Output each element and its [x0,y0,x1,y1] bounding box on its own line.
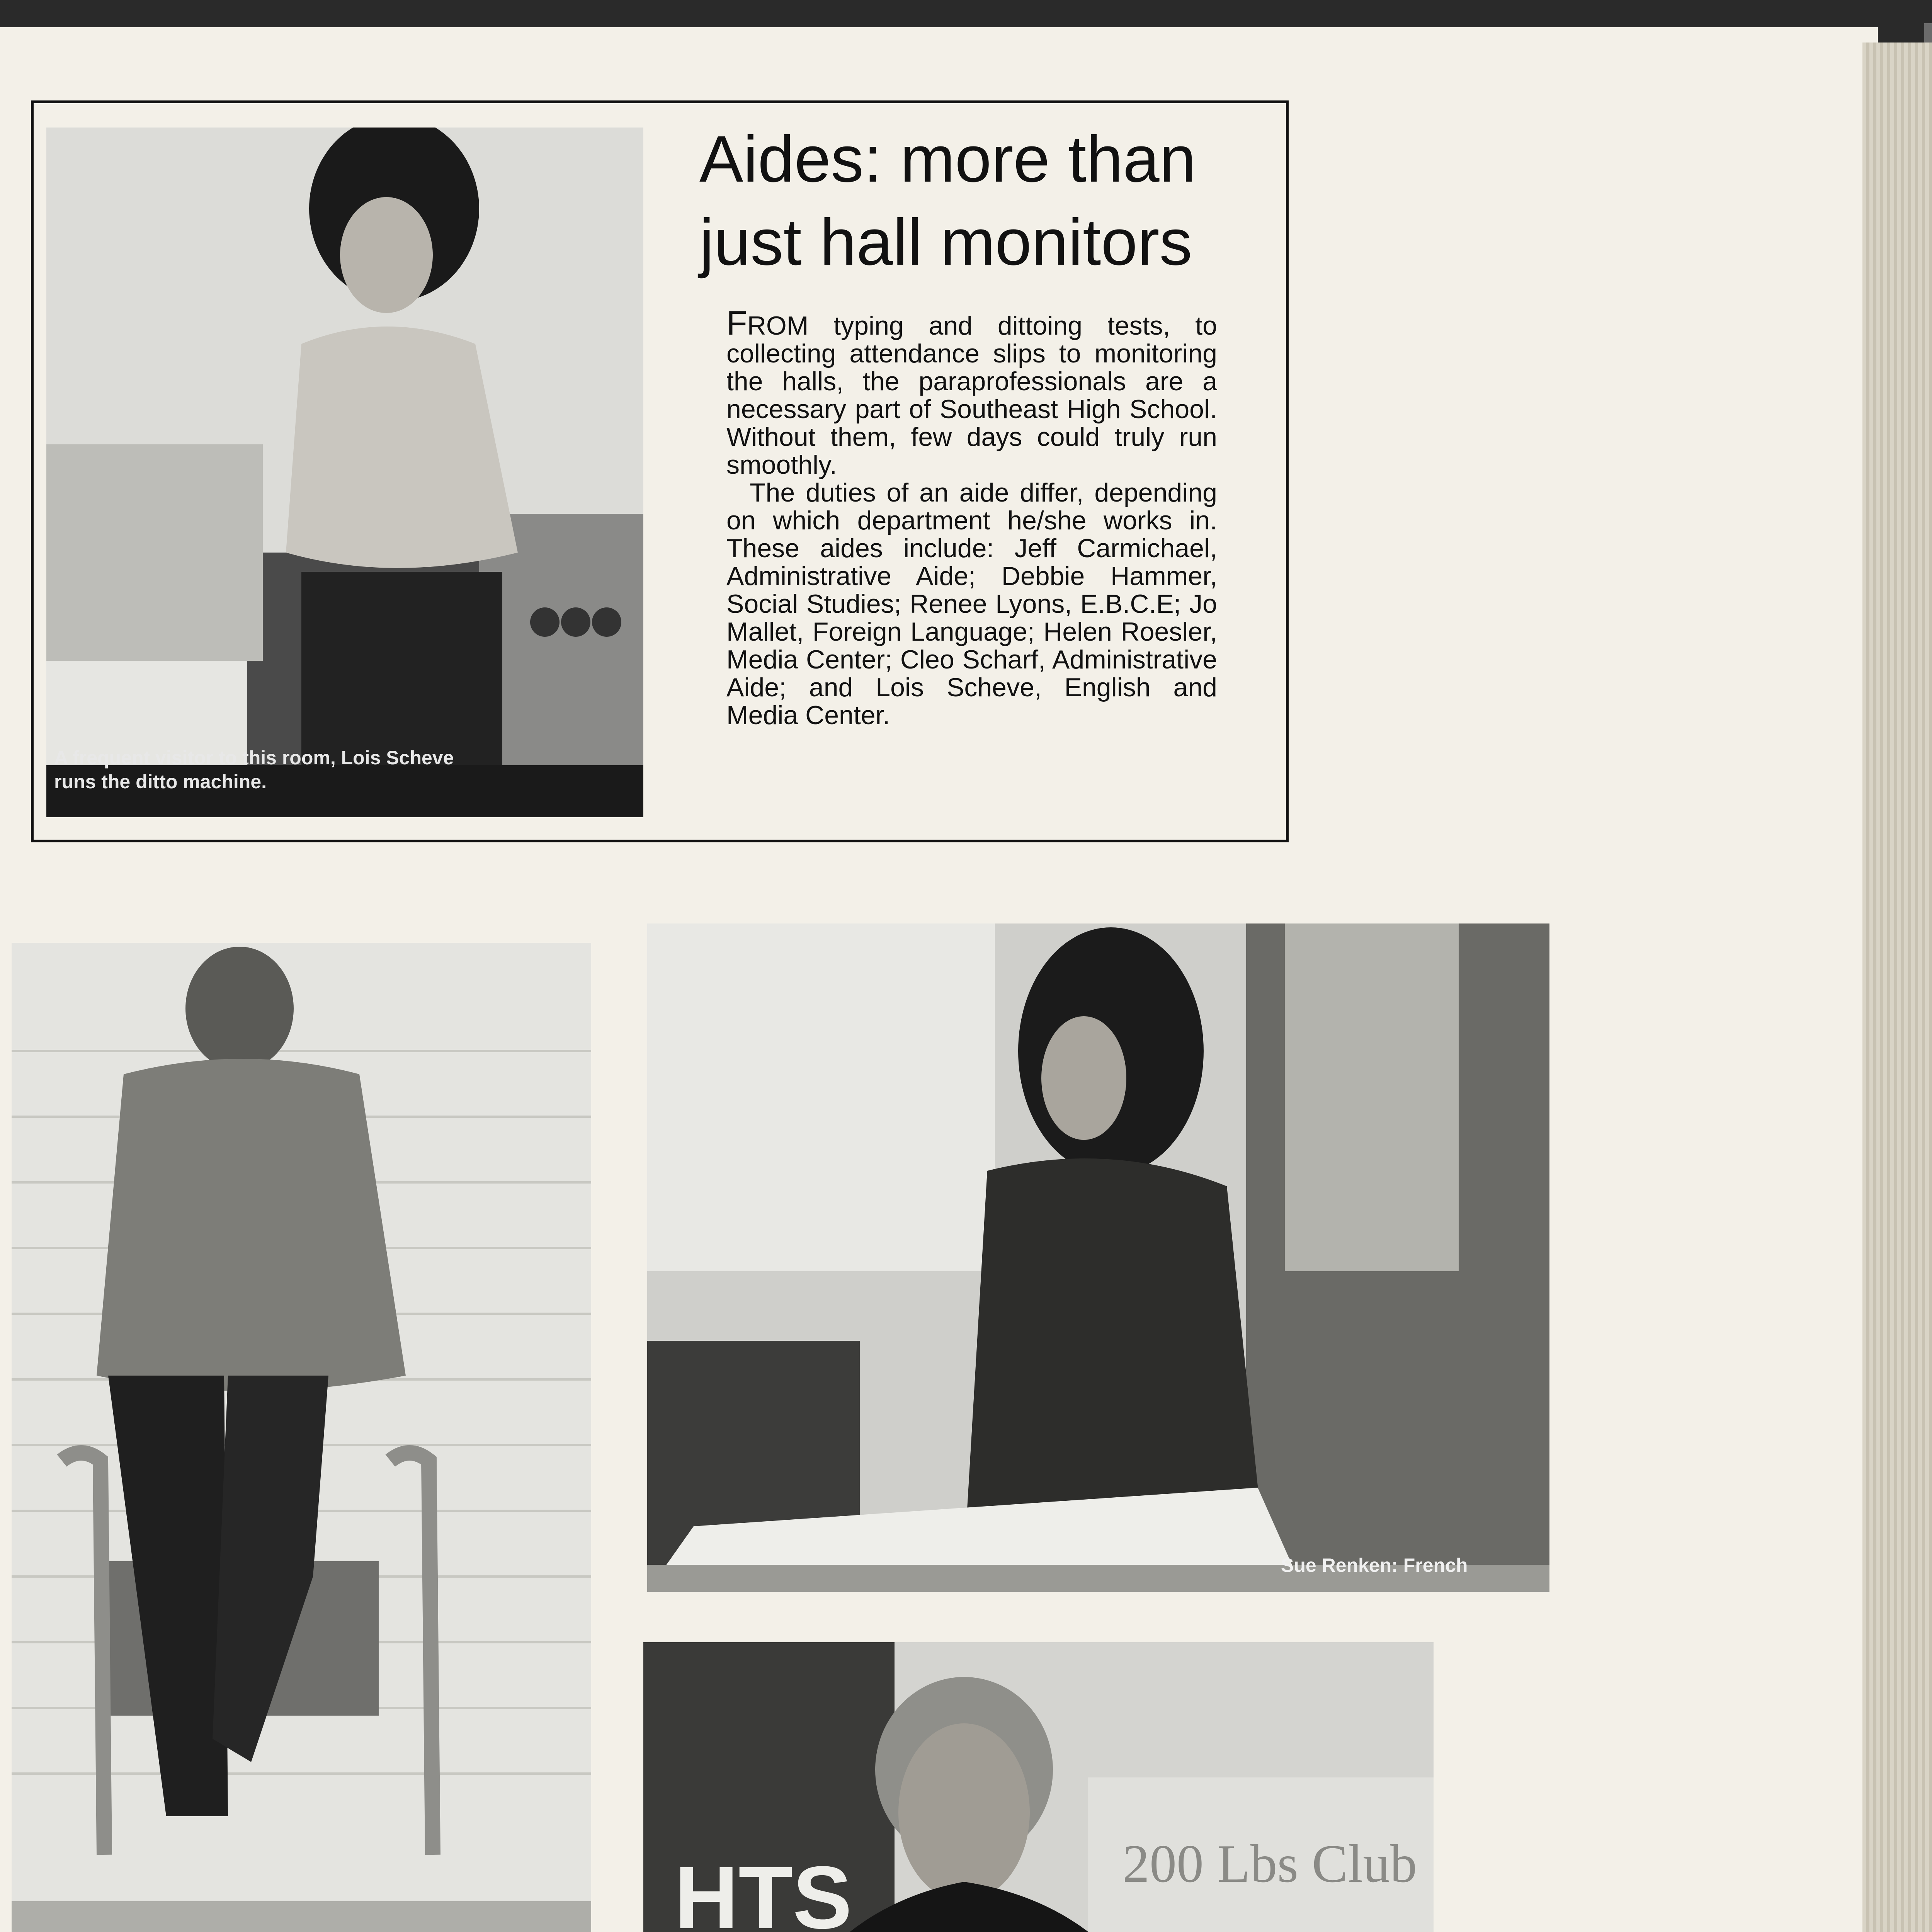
photo-aide-ditto-machine [46,128,643,817]
drop-cap: F [726,304,747,342]
photo-sue-renken [647,923,1549,1592]
article-body [726,304,1217,730]
headline-line1: Aides: more than [699,122,1196,196]
page-stack-edge [1862,43,1932,1932]
article-paragraph-1 [726,304,1217,480]
sign-letters: HTS [674,1848,852,1932]
photo-caption-lois-scheve [54,746,634,794]
headline [699,118,1287,284]
article-paragraph-2: The duties of an aide differ, depending on which department he/she works in. These aides include: Jeff Carmichael, Administrative Aide; Debbie Hammer, Social Studies; Renee Lyons, E.B.C.E; Jo Mallet, Foreign Language; Helen Roesler, Media Center; Cleo Scharf, Administrative Aide; and Lois Scheve, English and Media Center. [726,478,1217,730]
photo-caption-line1: A frequent visitor to this room, Lois Scheve [54,747,454,769]
sign-club: 200 Lbs Club [1122,1834,1417,1894]
photo-caption-line2: runs the ditto machine. [54,771,267,793]
photo-denny-puelz [643,1642,1434,1932]
paragraph-1-text: ROM typing and dittoing tests, to collecting attendance slips to monitoring the halls, the paraprofessionals are a necessary part of Southeast High School. Without them, few days could truly run smoothly. [726,311,1217,480]
photo-steve-nootz-pool [12,943,591,1932]
caption-sue-renken: Sue Renken: French [1281,1554,1468,1576]
headline-line2: just hall monitors [699,206,1192,279]
